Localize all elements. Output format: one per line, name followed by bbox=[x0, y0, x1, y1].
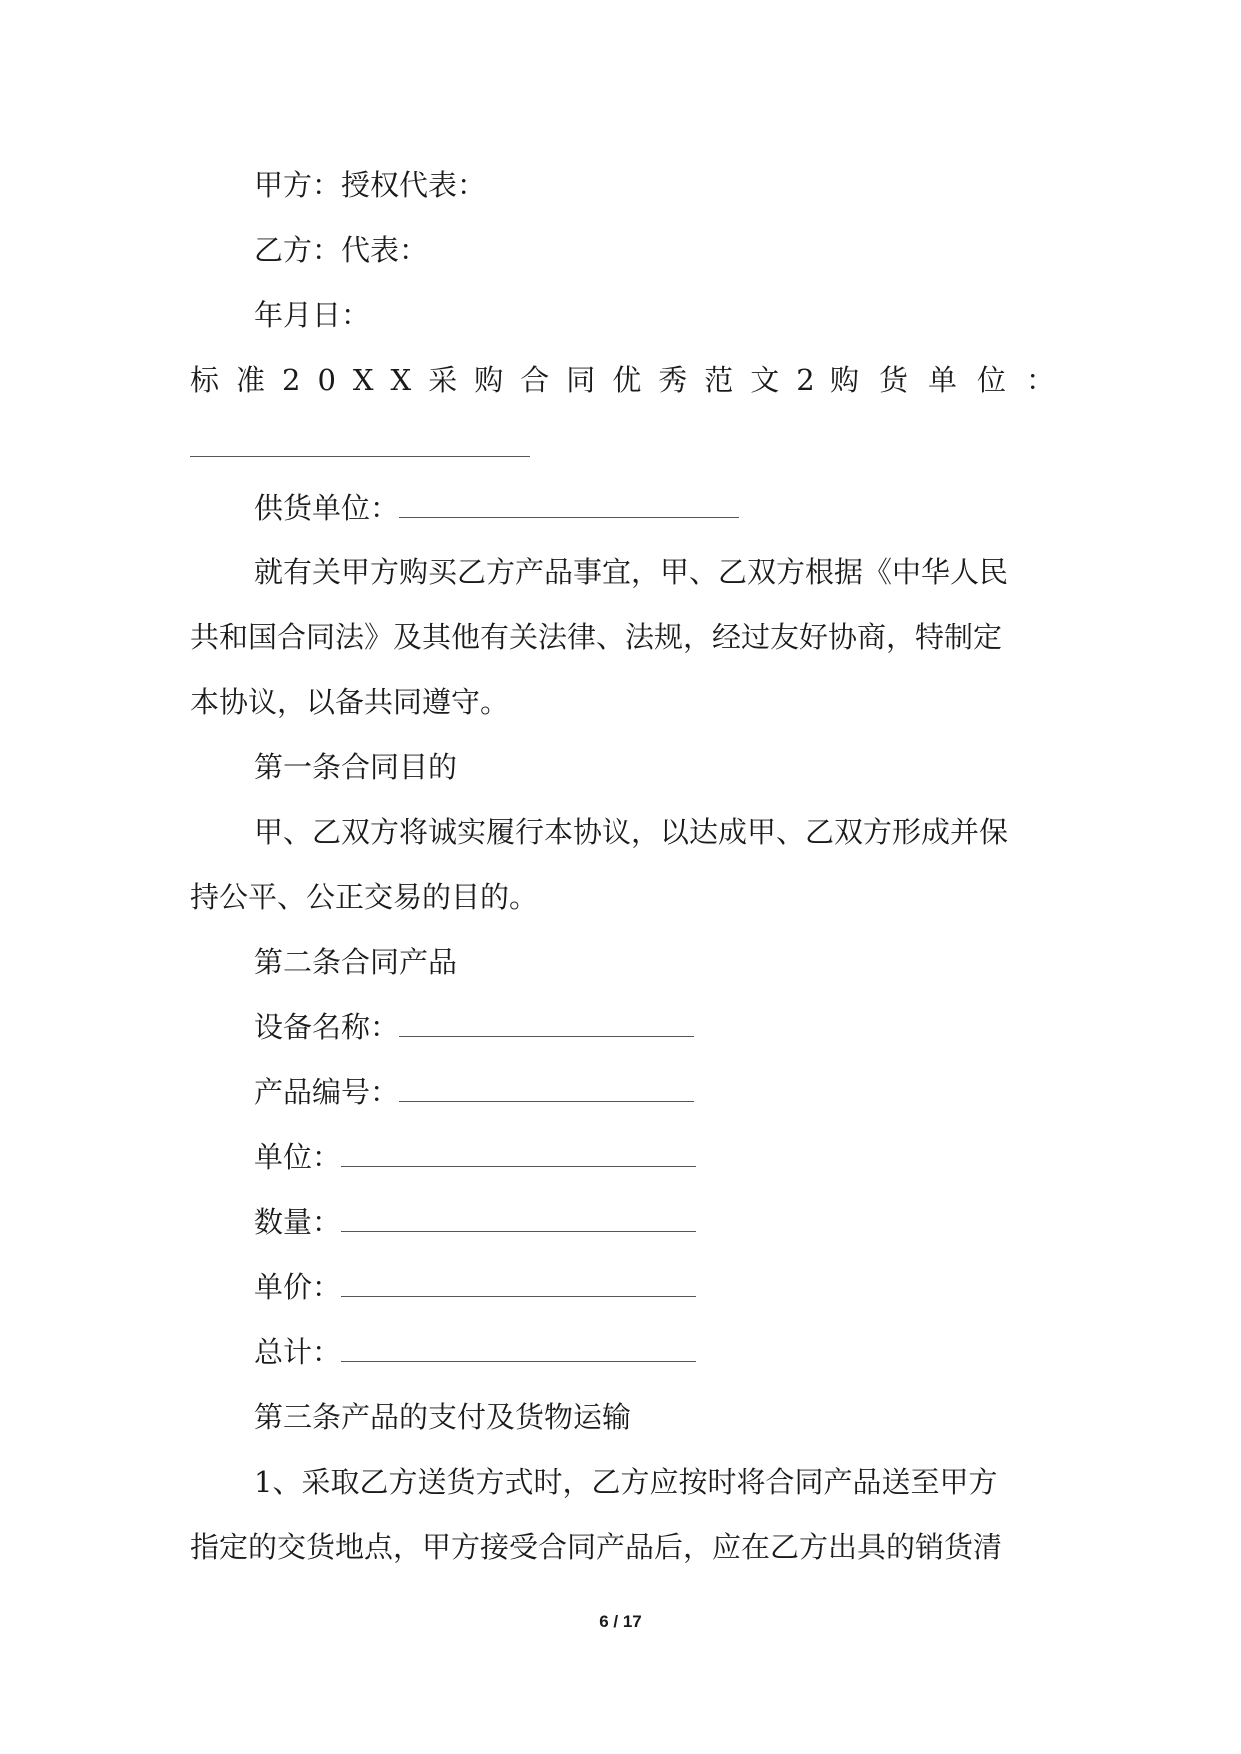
quantity-label: 数量： bbox=[254, 1205, 342, 1239]
article1-line-2: 持公平、公正交易的目的。 bbox=[190, 880, 539, 914]
article3-line-1: 1、采取乙方送货方式时，乙方应按时将合同产品送至甲方 bbox=[254, 1465, 998, 1499]
party-a-signature: 甲方：授权代表： bbox=[254, 168, 487, 202]
total-blank bbox=[341, 1337, 696, 1362]
equipment-name-blank bbox=[399, 1012, 694, 1037]
equipment-name-label: 设备名称： bbox=[254, 1010, 400, 1044]
buyer-label: 购货单位： bbox=[830, 363, 1076, 397]
quantity-row bbox=[254, 1202, 1114, 1242]
article1-title: 第一条合同目的 bbox=[254, 750, 458, 784]
unit-blank bbox=[341, 1142, 696, 1167]
unit-label: 单位： bbox=[254, 1140, 342, 1174]
total-label: 总计： bbox=[254, 1335, 342, 1369]
equipment-name-row bbox=[254, 1007, 1114, 1047]
supplier-blank bbox=[399, 493, 739, 518]
article2-title: 第二条合同产品 bbox=[254, 945, 458, 979]
intro-line-1: 就有关甲方购买乙方产品事宜，甲、乙双方根据《中华人民 bbox=[254, 555, 1009, 589]
article3-line-2: 指定的交货地点，甲方接受合同产品后，应在乙方出具的销货清 bbox=[190, 1530, 1003, 1564]
unit-row bbox=[254, 1137, 1114, 1177]
intro-line-2: 共和国合同法》及其他有关法律、法规，经过友好协商，特制定 bbox=[190, 620, 1003, 654]
supplier-row bbox=[254, 488, 1114, 528]
product-number-label: 产品编号： bbox=[254, 1075, 400, 1109]
unit-price-label: 单价： bbox=[254, 1270, 342, 1304]
supplier-label: 供货单位： bbox=[254, 491, 400, 525]
signature-date: 年月日： bbox=[254, 298, 371, 332]
page-number: 6 / 17 bbox=[599, 1612, 642, 1631]
quantity-blank bbox=[341, 1207, 696, 1232]
party-b-signature: 乙方：代表： bbox=[254, 233, 429, 267]
product-number-blank bbox=[399, 1077, 694, 1102]
contract-title: 标准20XX采购合同优秀范文2 bbox=[190, 363, 832, 397]
article1-line-1: 甲、乙双方将诚实履行本协议，以达成甲、乙双方形成并保 bbox=[254, 815, 1009, 849]
contract-heading bbox=[190, 360, 1076, 400]
unit-price-row bbox=[254, 1267, 1114, 1307]
intro-line-3: 本协议，以备共同遵守。 bbox=[190, 685, 510, 719]
buyer-blank-line bbox=[190, 456, 530, 457]
total-row bbox=[254, 1332, 1114, 1372]
product-number-row bbox=[254, 1072, 1114, 1112]
unit-price-blank bbox=[341, 1272, 696, 1297]
article3-title: 第三条产品的支付及货物运输 bbox=[254, 1400, 632, 1434]
